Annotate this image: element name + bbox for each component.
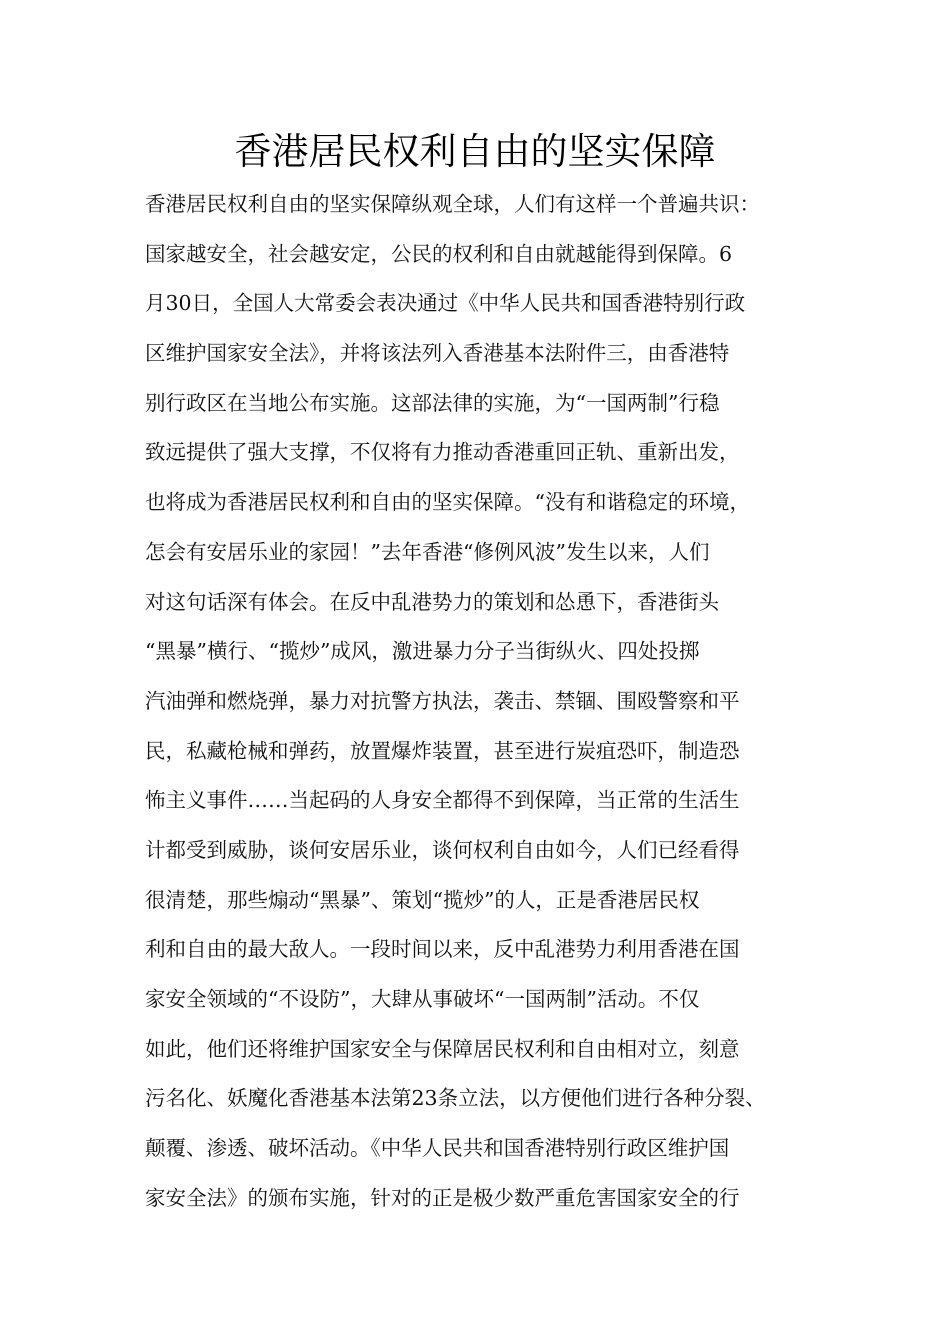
body-line: 月30日，全国人大常委会表决通过《中华人民共和国香港特别行政 xyxy=(145,291,746,316)
body-line: 如此，他们还将维护国家安全与保障居民权利和自由相对立，刻意 xyxy=(145,1036,740,1061)
body-line: 颠覆、渗透、破坏活动。《中华人民共和国香港特别行政区维护国 xyxy=(145,1136,730,1161)
document-title: 香港居民权利自由的坚实保障 xyxy=(234,130,716,173)
body-line: 香港居民权利自由的坚实保障纵观全球，人们有这样一个普遍共识： xyxy=(145,192,760,216)
document-body xyxy=(145,180,825,1223)
body-line: 对这句话深有体会。在反中乱港势力的策划和怂恿下，香港街头 xyxy=(145,589,719,614)
body-line: 怎会有安居乐业的家园！”去年香港“修例风波”发生以来，人们 xyxy=(145,539,710,564)
body-line: 家安全法》的颁布实施，针对的正是极少数严重危害国家安全的行 xyxy=(145,1185,740,1210)
body-line: 计都受到威胁，谈何安居乐业，谈何权利自由如今，人们已经看得 xyxy=(145,837,740,862)
body-line: 污名化、妖魔化香港基本法第23条立法，以方便他们进行各种分裂、 xyxy=(145,1086,766,1111)
body-line: 汽油弹和燃烧弹，暴力对抗警方执法，袭击、禁锢、围殴警察和平 xyxy=(145,688,740,713)
body-line: 致远提供了强大支撑，不仅将有力推动香港重回正轨、重新出发， xyxy=(145,440,740,465)
body-line: 利和自由的最大敌人。一段时间以来，反中乱港势力利用香港在国 xyxy=(145,937,740,962)
body-line: 也将成为香港居民权利和自由的坚实保障。“没有和谐稳定的环境， xyxy=(145,490,750,515)
body-line: 国家越安全，社会越安定，公民的权利和自由就越能得到保障。6 xyxy=(145,241,733,266)
body-line: 区维护国家安全法》，并将该法列入香港基本法附件三，由香港特 xyxy=(145,341,730,366)
body-line: 家安全领域的“不设防”，大肆从事破坏“一国两制”活动。不仅 xyxy=(145,987,700,1011)
body-line: 很清楚，那些煽动“黑暴”、策划“揽炒”的人，正是香港居民权 xyxy=(145,887,700,912)
body-line: 民，私藏枪械和弹药，放置爆炸装置，甚至进行炭疽恐吓，制造恐 xyxy=(145,738,740,763)
body-line: “黑暴”横行、“揽炒”成风，激进暴力分子当街纵火、四处投掷 xyxy=(145,639,700,664)
body-line: 别行政区在当地公布实施。这部法律的实施，为“一国两制”行稳 xyxy=(145,390,720,415)
body-line: 怖主义事件……当起码的人身安全都得不到保障，当正常的生活生 xyxy=(145,788,740,813)
